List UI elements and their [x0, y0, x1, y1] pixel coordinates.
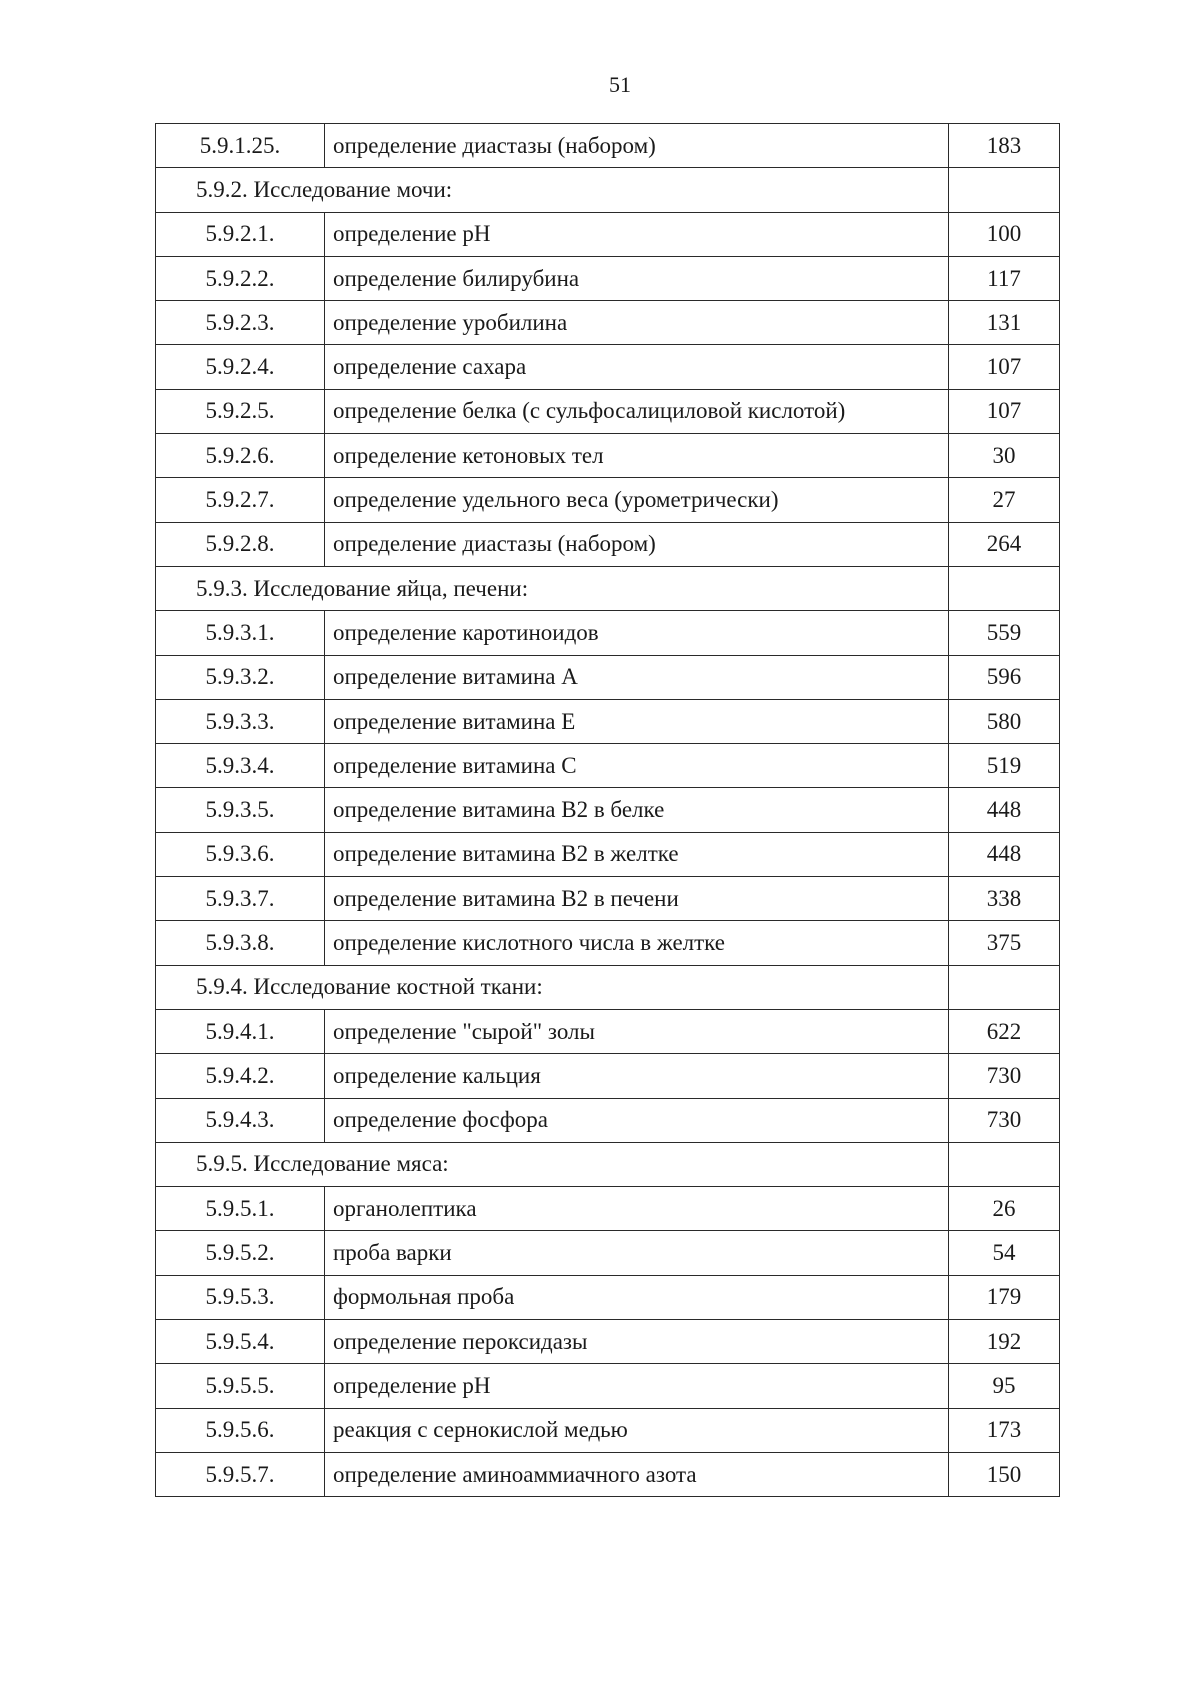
item-price: 173 — [949, 1408, 1060, 1452]
table-row — [156, 611, 1060, 655]
table-row — [156, 699, 1060, 743]
section-row — [156, 566, 1060, 610]
item-code: 5.9.3.8. — [156, 921, 325, 965]
item-price: 519 — [949, 744, 1060, 788]
item-name: определение фосфора — [325, 1098, 949, 1142]
table-row — [156, 744, 1060, 788]
table-row — [156, 1009, 1060, 1053]
item-price: 107 — [949, 389, 1060, 433]
item-code: 5.9.2.8. — [156, 522, 325, 566]
table-row — [156, 478, 1060, 522]
item-code: 5.9.5.2. — [156, 1231, 325, 1275]
item-code: 5.9.4.3. — [156, 1098, 325, 1142]
table-row — [156, 877, 1060, 921]
table-row — [156, 1320, 1060, 1364]
item-code: 5.9.4.1. — [156, 1009, 325, 1053]
section-row — [156, 965, 1060, 1009]
price-table — [155, 123, 1060, 1497]
section-title: 5.9.3. Исследование яйца, печени: — [156, 566, 949, 610]
item-code: 5.9.5.6. — [156, 1408, 325, 1452]
item-price: 448 — [949, 788, 1060, 832]
table-row — [156, 1452, 1060, 1496]
item-price: 27 — [949, 478, 1060, 522]
table-row — [156, 124, 1060, 168]
table-row — [156, 522, 1060, 566]
table-row — [156, 256, 1060, 300]
item-name: определение витамина С — [325, 744, 949, 788]
item-code: 5.9.3.6. — [156, 832, 325, 876]
section-price-cell — [949, 566, 1060, 610]
item-name: определение пероксидазы — [325, 1320, 949, 1364]
item-price: 100 — [949, 212, 1060, 256]
table-row — [156, 389, 1060, 433]
item-code: 5.9.2.7. — [156, 478, 325, 522]
item-name: реакция с сернокислой медью — [325, 1408, 949, 1452]
item-name: определение витамина В2 в печени — [325, 877, 949, 921]
item-code: 5.9.5.7. — [156, 1452, 325, 1496]
item-code: 5.9.2.2. — [156, 256, 325, 300]
item-code: 5.9.5.1. — [156, 1187, 325, 1231]
item-price: 730 — [949, 1098, 1060, 1142]
item-name: определение кислотного числа в желтке — [325, 921, 949, 965]
item-name: определение витамина В2 в желтке — [325, 832, 949, 876]
item-name: определение витамина А — [325, 655, 949, 699]
item-name: определение уробилина — [325, 301, 949, 345]
item-code: 5.9.2.5. — [156, 389, 325, 433]
table-row — [156, 788, 1060, 832]
item-code: 5.9.3.5. — [156, 788, 325, 832]
item-code: 5.9.4.2. — [156, 1054, 325, 1098]
item-code: 5.9.2.4. — [156, 345, 325, 389]
section-price-cell — [949, 168, 1060, 212]
item-name: определение кальция — [325, 1054, 949, 1098]
item-price: 117 — [949, 256, 1060, 300]
section-row — [156, 168, 1060, 212]
section-title: 5.9.2. Исследование мочи: — [156, 168, 949, 212]
item-code: 5.9.3.4. — [156, 744, 325, 788]
section-title: 5.9.5. Исследование мяса: — [156, 1142, 949, 1186]
item-price: 183 — [949, 124, 1060, 168]
section-row — [156, 1142, 1060, 1186]
item-price: 107 — [949, 345, 1060, 389]
table-row — [156, 1231, 1060, 1275]
table-row — [156, 1098, 1060, 1142]
item-name: определение диастазы (набором) — [325, 124, 949, 168]
item-price: 192 — [949, 1320, 1060, 1364]
item-code: 5.9.5.5. — [156, 1364, 325, 1408]
item-price: 26 — [949, 1187, 1060, 1231]
table-row — [156, 212, 1060, 256]
item-price: 730 — [949, 1054, 1060, 1098]
item-code: 5.9.1.25. — [156, 124, 325, 168]
item-price: 596 — [949, 655, 1060, 699]
item-price: 580 — [949, 699, 1060, 743]
item-price: 95 — [949, 1364, 1060, 1408]
item-price: 150 — [949, 1452, 1060, 1496]
item-name: определение удельного веса (урометрически) — [325, 478, 949, 522]
item-name: органолептика — [325, 1187, 949, 1231]
section-price-cell — [949, 965, 1060, 1009]
item-code: 5.9.3.2. — [156, 655, 325, 699]
item-code: 5.9.2.3. — [156, 301, 325, 345]
item-name: определение сахара — [325, 345, 949, 389]
item-name: определение кетоновых тел — [325, 434, 949, 478]
table-row — [156, 1054, 1060, 1098]
section-price-cell — [949, 1142, 1060, 1186]
table-row — [156, 1408, 1060, 1452]
item-price: 30 — [949, 434, 1060, 478]
item-price: 338 — [949, 877, 1060, 921]
table-row — [156, 434, 1060, 478]
item-code: 5.9.3.7. — [156, 877, 325, 921]
section-title: 5.9.4. Исследование костной ткани: — [156, 965, 949, 1009]
item-price: 559 — [949, 611, 1060, 655]
item-price: 179 — [949, 1275, 1060, 1319]
item-price: 131 — [949, 301, 1060, 345]
item-code: 5.9.2.1. — [156, 212, 325, 256]
table-row — [156, 1275, 1060, 1319]
item-code: 5.9.3.1. — [156, 611, 325, 655]
item-name: определение витамина В2 в белке — [325, 788, 949, 832]
table-row — [156, 301, 1060, 345]
item-name: определение аминоаммиачного азота — [325, 1452, 949, 1496]
table-row — [156, 832, 1060, 876]
item-name: определение белка (с сульфосалициловой кислотой) — [325, 389, 949, 433]
item-name: формольная проба — [325, 1275, 949, 1319]
item-name: определение "сырой" золы — [325, 1009, 949, 1053]
table-row — [156, 655, 1060, 699]
item-code: 5.9.3.3. — [156, 699, 325, 743]
item-price: 264 — [949, 522, 1060, 566]
item-name: определение pH — [325, 1364, 949, 1408]
item-name: определение витамина Е — [325, 699, 949, 743]
item-price: 375 — [949, 921, 1060, 965]
page-number: 51 — [609, 72, 631, 97]
item-code: 5.9.2.6. — [156, 434, 325, 478]
item-name: определение pH — [325, 212, 949, 256]
item-code: 5.9.5.3. — [156, 1275, 325, 1319]
item-name: проба варки — [325, 1231, 949, 1275]
table-row — [156, 1364, 1060, 1408]
table-row — [156, 345, 1060, 389]
table-body — [156, 124, 1060, 1497]
table-row — [156, 1187, 1060, 1231]
item-name: определение билирубина — [325, 256, 949, 300]
item-name: определение диастазы (набором) — [325, 522, 949, 566]
item-price: 54 — [949, 1231, 1060, 1275]
item-code: 5.9.5.4. — [156, 1320, 325, 1364]
table-row — [156, 921, 1060, 965]
item-price: 448 — [949, 832, 1060, 876]
item-price: 622 — [949, 1009, 1060, 1053]
item-name: определение каротиноидов — [325, 611, 949, 655]
